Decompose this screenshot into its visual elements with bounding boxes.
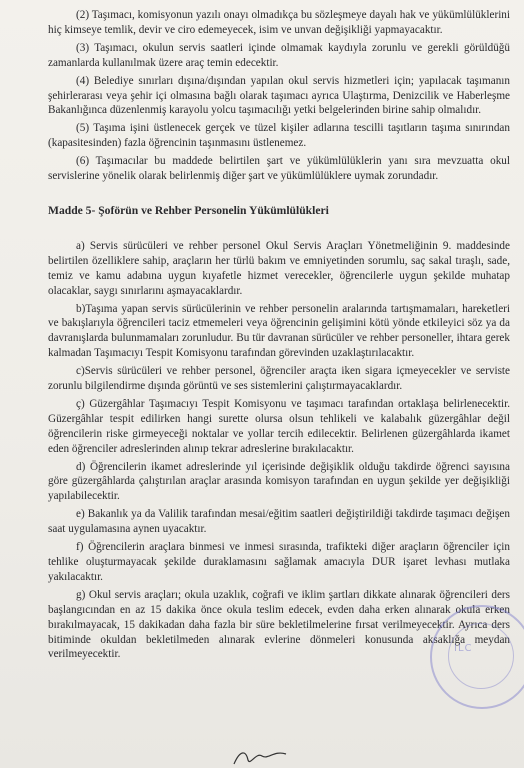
clause-3: (3) Taşımacı, okulun servis saatleri içinde olmamak kaydıyla zorunlu ve gerekli görüldüğü zamanlarda kullanılmak üzere araç temin edecektir. — [48, 41, 510, 69]
clause-2: (2) Taşımacı, komisyonun yazılı onayı olmadıkça bu sözleşmeye dayalı hak ve yükümlülüklerini hiç kimseye temlik, devir ve ciro edemeyecek, isim ve unvan değişikliği yapmayacaktır. — [48, 9, 510, 36]
item-a: a) Servis sürücüleri ve rehber personel Okul Servis Araçları Yönetmeliğinin 9. maddesinde belirtilen özelliklere sahip, araçların her türlü bakım ve emniyetinden sorumlu, saç sakal tıraşlı, sade, temiz ve kamu adabına uygun kıyafetle hizmet verecekler, öğrencilerle uygun şekilde muhatap olacaklar, saygı sınırlarını aşmayacaklardır. — [48, 239, 510, 297]
clause-6: (6) Taşımacılar bu maddede belirtilen şart ve yükümlülüklerin yanı sıra mevzuatta okul servislerine yönelik olarak belirlenmiş diğer şart ve yükümlülüklere uymak zorundadır. — [48, 155, 510, 183]
clause-4: (4) Belediye sınırları dışına/dışından yapılan okul servis hizmetleri için; yapılacak taşımanın şehirlerarası veya şehir içi olmasına bağlı olarak taşımacı ayrıca Ulaştırma, Denizcilik ve Haberleşme Bakanlığınca düzenlenmiş karayolu yolcu taşımacılığı yetki belgelerinden birine sahip olmalıdır. — [48, 74, 510, 117]
item-f: f) Öğrencilerin araçlara binmesi ve inmesi sırasında, trafikteki diğer araçların öğrenciler için tehlike oluşturmayacak şekilde duraklamasını sağlamak amacıyla DUR işaret levhası mutlaka yakılacaktır. — [48, 541, 510, 583]
item-d: d) Öğrencilerin ikamet adreslerinde yıl içerisinde değişiklik olduğu takdirde öğrenci sayısına göre güzergâhlarda çalıştırılan araçlar arasında komisyon tarafından en uygun şekilde yer değişikliği yapılabilecektir. — [48, 460, 510, 503]
item-e: e) Bakanlık ya da Valilik tarafından mesai/eğitim saatleri değiştirildiği takdirde taşımacı değişen saat uygulamasına aynen uyacaktır. — [48, 508, 510, 536]
item-b: b)Taşıma yapan servis sürücülerinin ve rehber personelin aralarında tartışmamaları, hareketleri ve bakışlarıyla öğrencileri taciz etmemeleri veya öğrencinin gelişimini kötü yönde etkileyici söz ya da davranışlarda bulunmamaları zorunludur. Bu tür davranan sürücüler ve rehber personeller, ihtara gerek kalmadan Taşımacıyı Tespit Komisyonu tarafından görevinden uzaklaştırılacaktır. — [48, 302, 510, 360]
item-g: g) Okul servis araçları; okula uzaklık, coğrafi ve iklim şartları dikkate alınarak öğrencileri ders başlangıcından en az 15 dakika önce okula teslim edecek, evden daha erken alınarak okula erken bırakılmayacak, 15 dakikadan daha fazla bir süre bekletilmelerine fırsat verilmeyecektir. Ayrıca ders bitiminde okuldan bekletilmeden alınarak evlerine dönmeleri konusunda aksaklığa meydan verilmeyecektir. — [48, 588, 510, 661]
stamp-text: ILC — [454, 643, 473, 654]
clause-5: (5) Taşıma işini üstlenecek gerçek ve tüzel kişiler adlarına tescilli taşıtların taşıma sınırından (kapasitesinden) fazla öğrencinin taşınmasını üstlenemez. — [48, 122, 510, 150]
document-body — [48, 8, 510, 665]
item-cc: ç) Güzergâhlar Taşımacıyı Tespit Komisyonu ve taşımacı tarafından ortaklaşa belirlenecektir. Güzergâhlar tespit edilirken hangi surette olursa olsun tehlikeli ve kalabalık güzergâhlar değil öğrencilerin riske girmeyeceği noktalar ve yollar tercih edilecektir. Belirlenen güzergâhlarda ikamet eden öğrenciler adreslerinden alınıp tekrar adreslerine bırakılacaktır. — [48, 397, 510, 455]
signature-mark — [230, 746, 290, 768]
article-heading: Madde 5- Şoförün ve Rehber Personelin Yükümlülükleri — [48, 203, 329, 217]
item-c: c)Servis sürücüleri ve rehber personel, öğrenciler araçta iken sigara içmeyecekler ve serviste zorunlu bilgilendirme dışında görüntü ve ses sistemlerini çalıştırmayacaklardır. — [48, 365, 510, 393]
